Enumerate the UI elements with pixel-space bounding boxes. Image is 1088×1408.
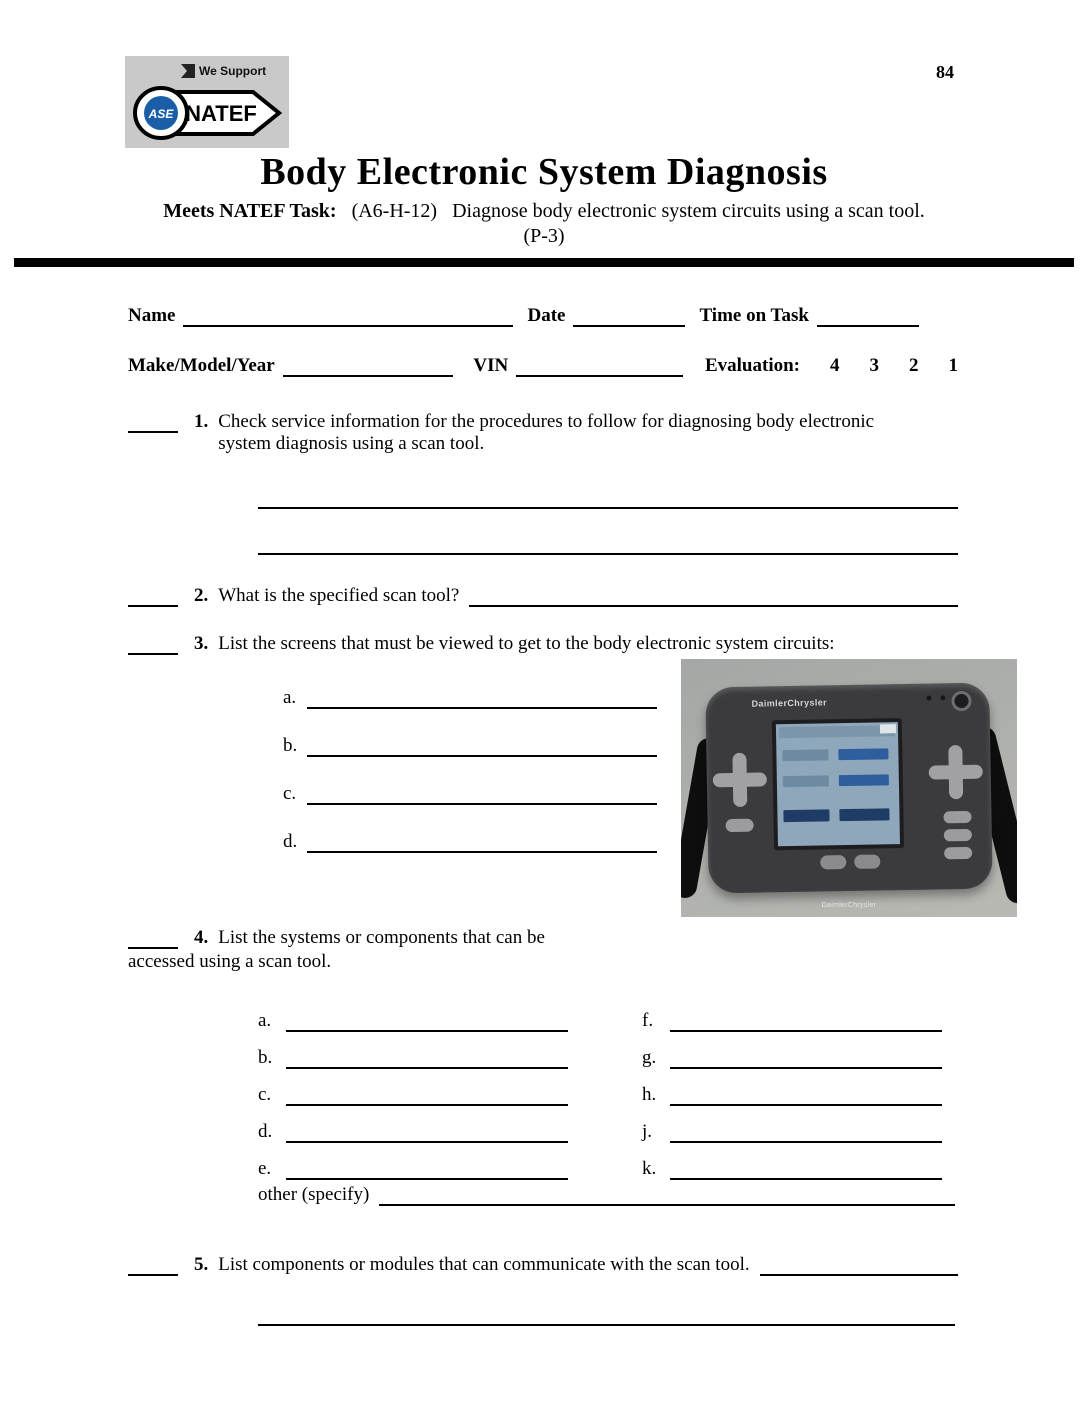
letter-b-line bbox=[286, 1049, 568, 1069]
list-item bbox=[642, 1106, 942, 1143]
letter-k-line bbox=[670, 1160, 942, 1180]
logo-tagline: We Support bbox=[199, 64, 267, 78]
natef-task-line bbox=[0, 200, 1088, 223]
letter-c-line bbox=[286, 1086, 568, 1106]
list-item bbox=[283, 661, 657, 709]
list-item bbox=[258, 1032, 568, 1069]
screen-button bbox=[783, 809, 829, 822]
natef-logo bbox=[125, 56, 289, 148]
function-key-icon bbox=[943, 811, 971, 823]
task-1 bbox=[128, 411, 958, 455]
time-on-task-label: Time on Task bbox=[699, 305, 809, 326]
name-date-row bbox=[128, 303, 958, 327]
letter-f-line bbox=[670, 1012, 942, 1032]
evaluation-label: Evaluation: bbox=[704, 355, 800, 376]
indicator-dot-icon bbox=[940, 695, 945, 700]
task-4 bbox=[128, 927, 958, 949]
task-4-text-line2: accessed using a scan tool. bbox=[128, 951, 332, 972]
dpad-left-icon bbox=[712, 752, 767, 807]
task-4-answer-grid bbox=[128, 995, 958, 1180]
divider-rule bbox=[14, 258, 1074, 267]
list-item bbox=[642, 1069, 942, 1106]
task-5-answer-line bbox=[760, 1254, 958, 1276]
task-4-number: 4. bbox=[194, 927, 209, 948]
letter-h-line bbox=[670, 1086, 942, 1106]
letter-a-line bbox=[307, 687, 657, 709]
letter-b: b. bbox=[283, 735, 298, 756]
eval-score-4: 4 bbox=[830, 355, 840, 376]
list-item bbox=[258, 1069, 568, 1106]
worksheet-body bbox=[0, 303, 1088, 1326]
letter-e: e. bbox=[258, 1158, 272, 1179]
screen-button bbox=[838, 748, 888, 760]
scan-tool-device bbox=[705, 683, 993, 894]
vin-field bbox=[516, 353, 683, 377]
eval-score-1: 1 bbox=[948, 355, 958, 376]
task-4-text-line1: List the systems or components that can be bbox=[218, 927, 545, 948]
task-3-letter-list bbox=[283, 661, 657, 853]
task-1-number: 1. bbox=[194, 411, 209, 432]
letter-g: g. bbox=[642, 1047, 657, 1068]
list-item bbox=[258, 1143, 568, 1180]
bottom-key-icon bbox=[854, 854, 880, 868]
dpad-right-icon bbox=[928, 745, 983, 800]
task-4-left-column bbox=[258, 995, 568, 1180]
task-4-score-blank bbox=[128, 927, 178, 949]
task-3-answer-area bbox=[128, 655, 958, 917]
task-1-answer-line-1 bbox=[258, 455, 958, 509]
list-item bbox=[258, 995, 568, 1032]
list-item bbox=[642, 1032, 942, 1069]
letter-k: k. bbox=[642, 1158, 657, 1179]
screen-header-bar bbox=[779, 725, 895, 738]
task-5 bbox=[128, 1254, 958, 1276]
page-title: Body Electronic System Diagnosis bbox=[260, 151, 828, 193]
scan-tool-footer-brand: DaimlerChrysler bbox=[821, 902, 877, 909]
list-item bbox=[283, 709, 657, 757]
list-item bbox=[258, 1106, 568, 1143]
vin-label: VIN bbox=[473, 355, 509, 376]
make-model-year-label: Make/Model/Year bbox=[128, 355, 275, 376]
dpad-vertical-bar bbox=[948, 745, 963, 799]
letter-c-line bbox=[307, 783, 657, 805]
power-button-icon bbox=[951, 691, 971, 711]
time-on-task-field bbox=[817, 303, 919, 327]
screen-button bbox=[839, 808, 889, 821]
task-3-number: 3. bbox=[194, 633, 209, 654]
scan-tool-brand-text: DaimlerChrysler bbox=[751, 697, 828, 709]
name-label: Name bbox=[128, 305, 176, 326]
letter-e-line bbox=[286, 1160, 568, 1180]
make-model-year-field bbox=[283, 353, 454, 377]
task-3-text: List the screens that must be viewed to get to the body electronic system circuits: bbox=[218, 633, 835, 654]
banner-icon bbox=[181, 64, 195, 78]
task-2-score-blank bbox=[128, 585, 178, 607]
screen-status-box bbox=[880, 724, 896, 733]
list-item bbox=[642, 995, 942, 1032]
bottom-key-icon bbox=[820, 855, 846, 869]
vehicle-row bbox=[128, 353, 958, 377]
svg-text:ASE: ASE bbox=[148, 107, 174, 121]
date-label: Date bbox=[527, 305, 566, 326]
task-code: (A6-H-12) bbox=[351, 200, 438, 222]
task-1-score-blank bbox=[128, 411, 178, 433]
task-description: Diagnose body electronic system circuits using a scan tool. bbox=[452, 200, 925, 222]
letter-c: c. bbox=[283, 783, 297, 804]
letter-d: d. bbox=[283, 831, 298, 852]
task-3 bbox=[128, 633, 958, 655]
function-key-icon bbox=[944, 829, 972, 841]
task-1-answer-line-2 bbox=[258, 509, 958, 555]
screen-button bbox=[782, 749, 828, 761]
dpad-vertical-bar bbox=[732, 753, 747, 807]
letter-a: a. bbox=[258, 1010, 272, 1031]
letter-c: c. bbox=[258, 1084, 272, 1105]
letter-g-line bbox=[670, 1049, 942, 1069]
task-2-text: What is the specified scan tool? bbox=[218, 585, 460, 606]
screen-button bbox=[783, 775, 829, 787]
function-key-icon bbox=[726, 819, 754, 832]
scan-tool-screen bbox=[772, 718, 904, 850]
letter-b-line bbox=[307, 735, 657, 757]
svg-text:NATEF: NATEF bbox=[185, 101, 257, 126]
task-2-number: 2. bbox=[194, 585, 209, 606]
task-5-number: 5. bbox=[194, 1254, 209, 1275]
task-1-text: Check service information for the procedures to follow for diagnosing body electronic system diagnosis using a scan tool. bbox=[218, 411, 875, 454]
letter-j: j. bbox=[642, 1121, 653, 1142]
scan-tool-photo bbox=[681, 659, 1017, 917]
page-number: 84 bbox=[936, 62, 954, 82]
list-item bbox=[283, 757, 657, 805]
task-5-text: List components or modules that can communicate with the scan tool. bbox=[218, 1254, 750, 1275]
eval-score-2: 2 bbox=[909, 355, 919, 376]
other-specify-label: other (specify) bbox=[258, 1184, 370, 1205]
meets-label: Meets NATEF Task: bbox=[163, 200, 337, 222]
name-field bbox=[183, 303, 513, 327]
natef-key-icon bbox=[133, 82, 283, 144]
task-5-answer-line-2 bbox=[258, 1276, 955, 1326]
list-item bbox=[283, 805, 657, 853]
eval-score-3: 3 bbox=[869, 355, 879, 376]
letter-a: a. bbox=[283, 687, 297, 708]
letter-f: f. bbox=[642, 1010, 654, 1031]
letter-d-line bbox=[307, 831, 657, 853]
function-key-icon bbox=[944, 847, 972, 859]
task-2 bbox=[128, 585, 958, 607]
letter-d-line bbox=[286, 1123, 568, 1143]
priority-code: (P-3) bbox=[523, 225, 565, 247]
task-4-right-column bbox=[642, 995, 942, 1180]
other-specify-row bbox=[258, 1184, 955, 1206]
indicator-dot-icon bbox=[926, 696, 931, 701]
task-2-answer-line bbox=[469, 585, 958, 607]
task-5-score-blank bbox=[128, 1254, 178, 1276]
letter-d: d. bbox=[258, 1121, 273, 1142]
list-item bbox=[642, 1143, 942, 1180]
date-field bbox=[573, 303, 685, 327]
letter-h: h. bbox=[642, 1084, 657, 1105]
letter-a-line bbox=[286, 1012, 568, 1032]
letter-j-line bbox=[670, 1123, 942, 1143]
other-specify-line bbox=[379, 1184, 955, 1206]
task-3-score-blank bbox=[128, 633, 178, 655]
letter-b: b. bbox=[258, 1047, 273, 1068]
screen-button bbox=[839, 774, 889, 786]
